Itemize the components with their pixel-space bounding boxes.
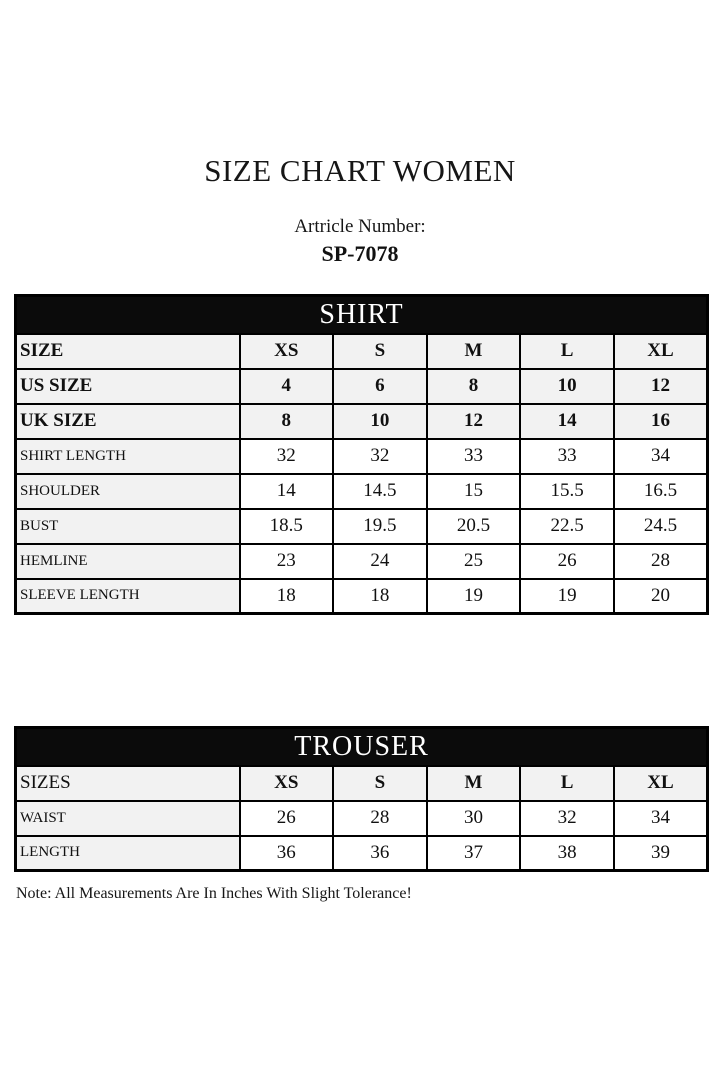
cell-xs: 18 (240, 579, 334, 614)
article-number-value: SP-7078 (321, 241, 399, 266)
cell-xl: 34 (614, 801, 708, 836)
shirt-row-sleeve-length (16, 579, 708, 614)
cell-xl: 16 (614, 404, 708, 439)
cell-m: 15 (427, 474, 521, 509)
cell-s: 24 (333, 544, 427, 579)
cell-xs: 8 (240, 404, 334, 439)
shirt-size-table (14, 294, 709, 615)
cell-l: L (520, 334, 614, 369)
cell-s: 28 (333, 801, 427, 836)
row-label: SHIRT LENGTH (16, 439, 240, 474)
cell-m: M (427, 334, 521, 369)
trouser-row-length (16, 836, 708, 871)
shirt-row-size (16, 334, 708, 369)
page-title: SIZE CHART WOMEN (204, 153, 516, 188)
cell-l: 15.5 (520, 474, 614, 509)
shirt-table-banner-row (16, 296, 708, 334)
shirt-row-shirt-length (16, 439, 708, 474)
cell-m: 30 (427, 801, 521, 836)
cell-l: 32 (520, 801, 614, 836)
row-label: LENGTH (16, 836, 240, 871)
trouser-row-sizes (16, 766, 708, 801)
cell-s: 32 (333, 439, 427, 474)
cell-m: 37 (427, 836, 521, 871)
measurement-note: Note: All Measurements Are In Inches With Slight Tolerance! (16, 885, 412, 902)
cell-xs: 18.5 (240, 509, 334, 544)
shirt-row-shoulder (16, 474, 708, 509)
row-label: HEMLINE (16, 544, 240, 579)
cell-xl: XL (614, 334, 708, 369)
trouser-table-title: TROUSER (16, 728, 708, 766)
cell-xs: 32 (240, 439, 334, 474)
cell-s: S (333, 766, 427, 801)
cell-xl: 16.5 (614, 474, 708, 509)
row-label: UK SIZE (16, 404, 240, 439)
cell-xl: 20 (614, 579, 708, 614)
cell-m: M (427, 766, 521, 801)
cell-l: 26 (520, 544, 614, 579)
trouser-table-banner-row (16, 728, 708, 766)
cell-s: 36 (333, 836, 427, 871)
cell-xs: 26 (240, 801, 334, 836)
cell-m: 19 (427, 579, 521, 614)
cell-l: 38 (520, 836, 614, 871)
cell-l: 19 (520, 579, 614, 614)
cell-l: 10 (520, 369, 614, 404)
shirt-row-bust (16, 509, 708, 544)
row-label: SIZE (16, 334, 240, 369)
cell-xl: 28 (614, 544, 708, 579)
row-label: BUST (16, 509, 240, 544)
cell-xl: 12 (614, 369, 708, 404)
cell-xl: 34 (614, 439, 708, 474)
cell-m: 12 (427, 404, 521, 439)
cell-xs: XS (240, 766, 334, 801)
cell-l: 14 (520, 404, 614, 439)
cell-m: 33 (427, 439, 521, 474)
cell-xs: 14 (240, 474, 334, 509)
cell-m: 20.5 (427, 509, 521, 544)
row-label: SIZES (16, 766, 240, 801)
shirt-row-hemline (16, 544, 708, 579)
cell-xl: 39 (614, 836, 708, 871)
cell-s: S (333, 334, 427, 369)
cell-s: 10 (333, 404, 427, 439)
row-label: WAIST (16, 801, 240, 836)
shirt-row-uk-size (16, 404, 708, 439)
cell-l: 33 (520, 439, 614, 474)
cell-xs: 23 (240, 544, 334, 579)
shirt-table-title: SHIRT (16, 296, 708, 334)
row-label: SHOULDER (16, 474, 240, 509)
cell-xl: XL (614, 766, 708, 801)
cell-s: 18 (333, 579, 427, 614)
trouser-row-waist (16, 801, 708, 836)
cell-l: 22.5 (520, 509, 614, 544)
trouser-size-table (14, 726, 709, 872)
cell-xl: 24.5 (614, 509, 708, 544)
cell-l: L (520, 766, 614, 801)
cell-s: 6 (333, 369, 427, 404)
cell-xs: XS (240, 334, 334, 369)
shirt-row-us-size (16, 369, 708, 404)
cell-s: 14.5 (333, 474, 427, 509)
row-label: US SIZE (16, 369, 240, 404)
row-label: SLEEVE LENGTH (16, 579, 240, 614)
cell-s: 19.5 (333, 509, 427, 544)
cell-m: 25 (427, 544, 521, 579)
cell-m: 8 (427, 369, 521, 404)
cell-xs: 36 (240, 836, 334, 871)
cell-xs: 4 (240, 369, 334, 404)
article-number-label: Artricle Number: (294, 216, 426, 237)
